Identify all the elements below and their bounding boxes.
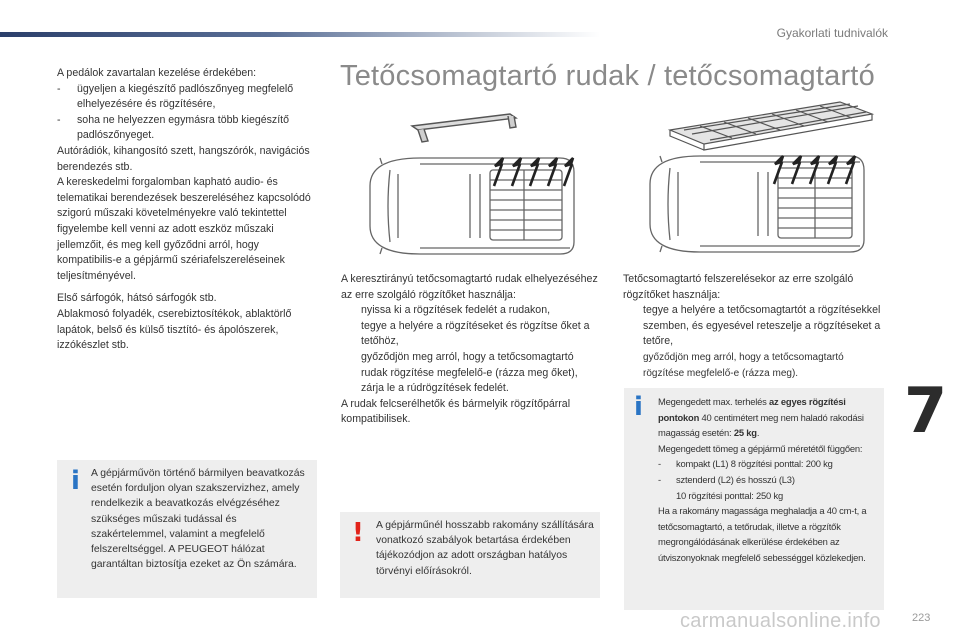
warning-icon: ! — [352, 518, 364, 548]
right-column-text — [623, 272, 885, 381]
warning-box-long-load — [340, 512, 600, 598]
fixing-point-arrows-icon — [494, 158, 573, 186]
roof-bars-step: zárja le a rúdrögzítések fedelét. — [361, 382, 509, 395]
weight-item-compact: - kompakt (L1) 8 rögzítési ponttal: 200 kg — [658, 458, 833, 470]
roof-bar-icon — [412, 114, 516, 142]
left-column-text — [57, 66, 319, 354]
roof-bars-step: tegye a helyére a rögzítéseket és rögzítse őket a tetőhöz, — [361, 319, 590, 348]
roof-bars-step: győződjön meg arról, hogy a tetőcsomagtartó rudak rögzítése megfelelő-e (rázza meg őket), — [361, 350, 578, 379]
roof-bars-outro: A rudak felcserélhetők és bármelyik rögzítőpárral kompatibilisek. — [341, 397, 571, 426]
roof-rack-step: tegye a helyére a tetőcsomagtartót a rögzítésekkel szemben, és egyesével reteszelje a rögzítéseket a tetőre, — [643, 304, 881, 348]
header-gradient-bar — [0, 32, 600, 37]
roof-rack-illustration — [640, 96, 880, 258]
roof-bars-step: nyissa ki a rögzítések fedelét a rudakon, — [361, 304, 551, 317]
roof-bars-intro: A keresztirányú tetőcsomagtartó rudak elhelyezéséhez az erre szolgáló rögzítőket használja: — [341, 273, 598, 301]
page-title: Tetőcsomagtartó rudak / tetőcsomagtartó — [340, 60, 875, 92]
roof-rack-step: győződjön meg arról, hogy a tetőcsomagtartó rögzítése megfelelő-e (rázza meg). — [643, 351, 844, 379]
allowed-weight-line: Megengedett tömeg a gépjármű méretétől függően: — [658, 442, 863, 454]
section-title: Gyakorlati tudnivalók — [776, 26, 888, 40]
chapter-number: 7 — [904, 374, 948, 447]
pedal-intro: A pedálok zavartalan kezelése érdekében: — [57, 67, 257, 79]
telematics-paragraph: A kereskedelmi forgalomban kapható audio- és telematikai berendezések beszereléséhez kapcsolódó szigorú műszaki követelményekre való tekintettel figyelembe kell venni az adott eszköz műszaki jellemzőit, és meg kell győződni arról, hogy kompatibilis-e a gépjármű szériafelszereléseinek teljesítményével. — [57, 176, 311, 282]
mudflaps-heading: Első sárfogók, hátsó sárfogók stb. — [57, 292, 217, 305]
roof-bars-illustration — [360, 108, 590, 258]
info-icon: i — [71, 466, 80, 496]
radio-heading: Autórádiók, kihangosító szett, hangszórók, navigációs berendezés stb. — [57, 144, 310, 173]
watermark: carmanualsonline.info — [680, 610, 881, 632]
height-warning-line: Ha a rakomány magassága meghaladja a 40 cm-t, a tetőcsomagtartó, a tetőrudak, illetve a rögzítők megrongálódásának elkerülése érdekében az útviszonyoknak megfelelő sebességgel közlekedjen. — [658, 505, 867, 563]
page-number: 223 — [912, 612, 931, 624]
middle-column-text — [341, 272, 603, 428]
van-top-view-icon — [370, 158, 574, 254]
weight-item-standard-long-value: 10 rögzítési ponttal: 250 kg — [676, 489, 783, 501]
consumables-paragraph: Ablakmosó folyadék, cserebiztosítékok, ablaktörlő lapátok, belső és külső tisztító- és ápolószerek, izzókészlet stb. — [57, 307, 292, 352]
max-load-line: Megengedett max. terhelés az egyes rögzítési pontokon 40 centimétert meg nem haladó rakodási magasság esetén: 25 kg. — [658, 396, 864, 439]
info-box-service-text: A gépjárművön történő bármilyen beavatkozás esetén forduljon olyan szakszervizhez, amely rendelkezik a beavatkozás elvégzéséhez szükséges műszaki tudással és szakértelemmel, valamint a megfelelő felszereltséggel. A PEUGEOT hálózat garantáltan biztosítja ezeket az Ön számára. — [91, 468, 305, 571]
warning-box-text: A gépjárműnél hosszabb rakomány szállítására vonatkozó szabályok betartása érdekében tájékozódjon az adott országban hatályos törvényi előírásokról. — [376, 520, 594, 577]
info-icon: i — [634, 392, 643, 422]
weight-item-standard-long: - sztenderd (L2) és hosszú (L3) — [658, 473, 795, 485]
pedal-item: - ügyeljen a kiegészítő padlószőnyeg megfelelő elhelyezésére és rögzítésére, — [57, 82, 294, 111]
roof-rack-icon — [670, 102, 872, 150]
pedal-item: - soha ne helyezzen egymásra több kiegészítő padlószőnyeget. — [57, 113, 290, 142]
info-box-load-limits — [624, 388, 884, 610]
roof-rack-intro: Tetőcsomagtartó felszerelésekor az erre szolgáló rögzítőket használja: — [623, 273, 854, 301]
load-limits-text — [658, 394, 880, 566]
info-box-service — [57, 460, 317, 598]
